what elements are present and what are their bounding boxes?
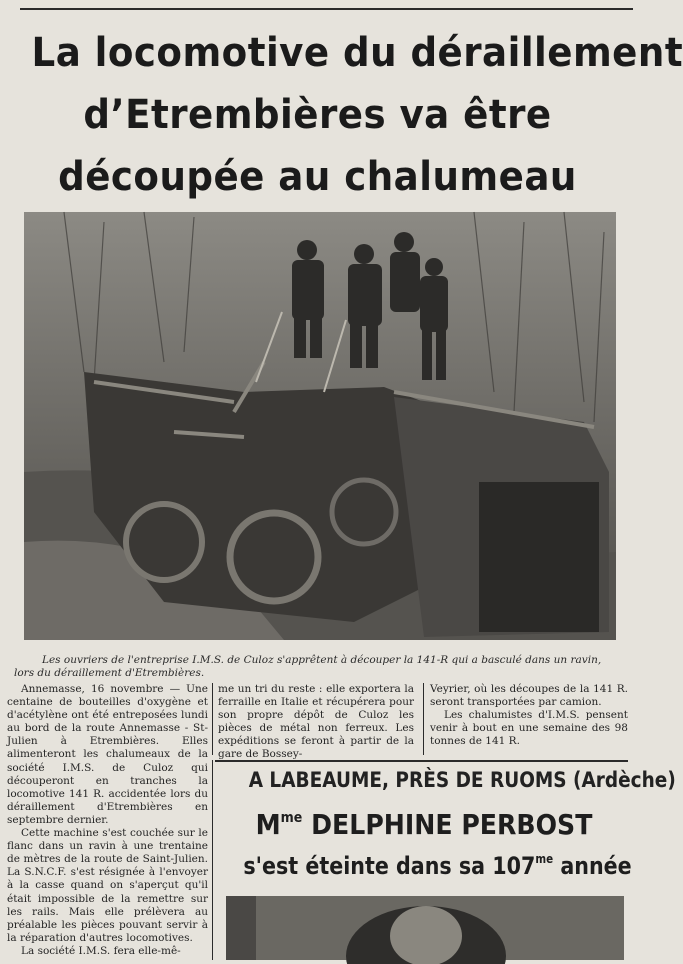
headline-line-1: La locomotive du déraillement [31,30,683,76]
second-story-kicker: A LABEAUME, PRÈS DE RUOMS (Ardèche) [248,768,676,792]
name-text: DELPHINE PERBOST [311,808,593,841]
article-paragraph: La société I.M.S. fera elle-mê- [21,944,181,957]
article-paragraph: Les chalumistes d'I.M.S. pensent venir à bout en une semaine des 98 tonnes de 141 R. [430,709,628,748]
second-story-photo [226,896,624,960]
article-paragraph: Veyrier, où les découpes de la 141 R. seront transportées par camion. [430,683,628,709]
article-column-2 [218,683,414,762]
name-superscript: me [280,810,303,826]
article-paragraph: Annemasse, 16 novembre — Une centaine de bouteilles d'oxygène et d'acétylène ont été entreposées lundi au bord de la route Annemasse - St-Julien à Etrembières. Elles alimenteront les chalumeaux de la société I.M.S. de Culoz qui découperont en tranches la locomotive 141 R. accidentée lors du déraillement d'Etrembières en septembre dernier. [7,683,208,826]
headline-line-3: découpée au chalumeau [58,154,577,200]
article-paragraph: me un tri du reste : elle exportera la ferraille en Italie et récupérera pour son propre dépôt de Culoz les pièces de métal non ferreux. Les expéditions se feront à partir de la gare de Bossey- [218,683,414,761]
column-rule-2 [423,683,424,755]
subhead-text: s'est éteinte dans sa 107 [243,852,536,880]
second-story-name [239,808,610,841]
article-column-1 [7,683,208,958]
locomotive-wreck-illustration [24,212,616,640]
headline [31,22,683,208]
column-rule-3 [212,760,213,960]
column-rule-1 [212,683,213,755]
top-rule [20,8,633,10]
photo-caption: Les ouvriers de l'entreprise I.M.S. de Culoz s'apprêtent à découper la 141-R qui a basculé dans un ravin, lors du déraillement d'Etrembières. [14,654,602,679]
subhead-superscript: me [535,852,554,866]
headline-line-2: d’Etrembières va être [83,92,552,138]
subhead-end: année [560,852,632,880]
article-paragraph: Cette machine s'est couchée sur le flanc dans un ravin à une trentaine de mètres de la route de Saint-Julien. La S.N.C.F. s'est résignée à l'envoyer à la casse quand on s'aperçut qu'il était impossible de la remettre sur les rails. Mais elle prélèvera au préalable les pièces pouvant servir à la réparation d'autres locomotives. [7,827,208,944]
name-prefix: M [255,808,281,841]
news-photo [24,212,616,640]
article-column-3 [430,683,628,748]
second-story-rule [215,760,628,762]
second-story-subhead [243,852,632,880]
portrait-photo-fragment [226,896,624,960]
